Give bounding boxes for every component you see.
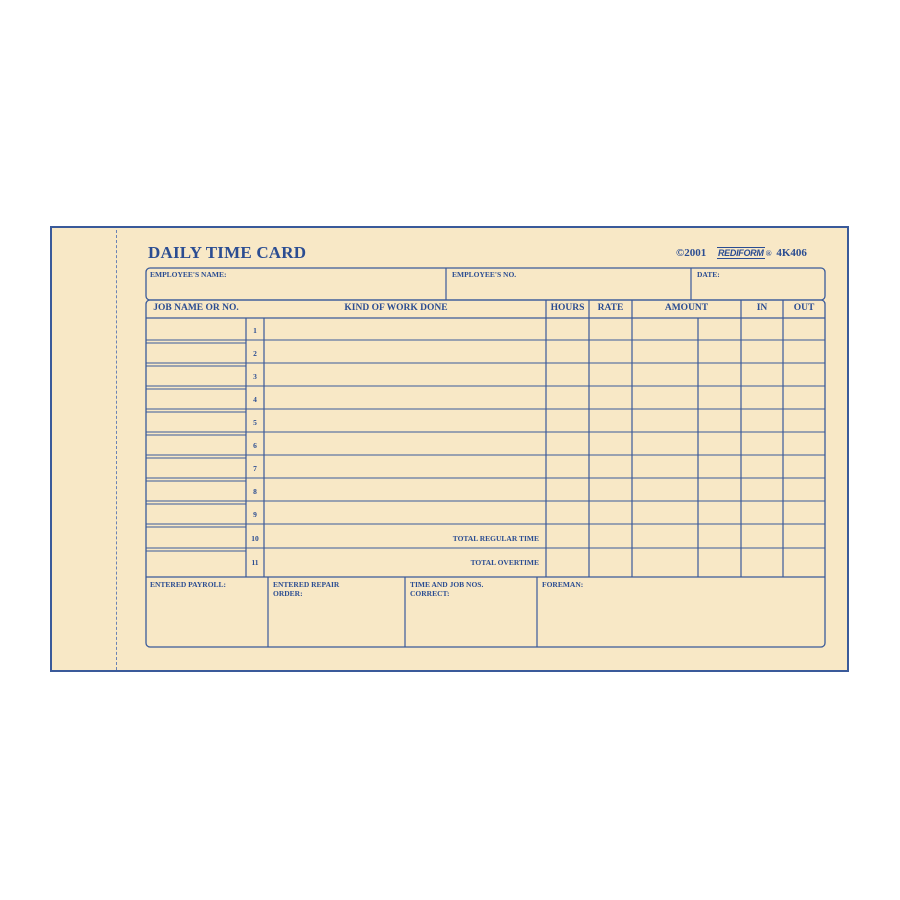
employee-name-label: EMPLOYEE'S NAME: [150,270,227,279]
total-regular-time-label: TOTAL REGULAR TIME [452,534,539,543]
row-number: 3 [253,372,257,381]
row-number: 4 [253,395,257,404]
foreman-label: FOREMAN: [542,580,584,589]
row-number: 11 [251,558,259,567]
entered-repair-line1: ENTERED REPAIR [273,580,340,589]
header-out: OUT [793,303,815,313]
header-in: IN [756,303,768,313]
copyright: ©2001 [676,247,707,259]
form-number: 4K406 [776,247,807,259]
date-label: DATE: [697,270,720,279]
row-number: 9 [253,510,257,519]
form-title: DAILY TIME CARD [148,243,307,262]
time-job-line1: TIME AND JOB NOS. [410,580,484,589]
brand-logo: REDIFORM [717,248,764,258]
total-overtime-label: TOTAL OVERTIME [470,558,539,567]
header-work: KIND OF WORK DONE [344,303,448,313]
employee-no-label: EMPLOYEE'S NO. [452,270,517,279]
row-number: 8 [253,487,257,496]
entered-repair-line2: ORDER: [273,589,303,598]
header-amount: AMOUNT [664,303,709,313]
row-number: 2 [253,349,257,358]
header-job: JOB NAME OR NO. [153,303,239,313]
entered-repair-label [273,580,339,598]
row-number: 1 [253,326,257,335]
header-hours: HOURS [550,303,585,313]
row-number: 6 [253,441,257,450]
row-number: 5 [253,418,257,427]
entered-payroll-label: ENTERED PAYROLL: [150,580,227,589]
time-job-label [410,580,483,598]
time-job-line2: CORRECT: [410,589,450,598]
header-rate: RATE [597,303,624,313]
row-number: 10 [251,534,259,543]
row-number: 7 [253,464,257,473]
brand-mark: ® [765,249,772,258]
